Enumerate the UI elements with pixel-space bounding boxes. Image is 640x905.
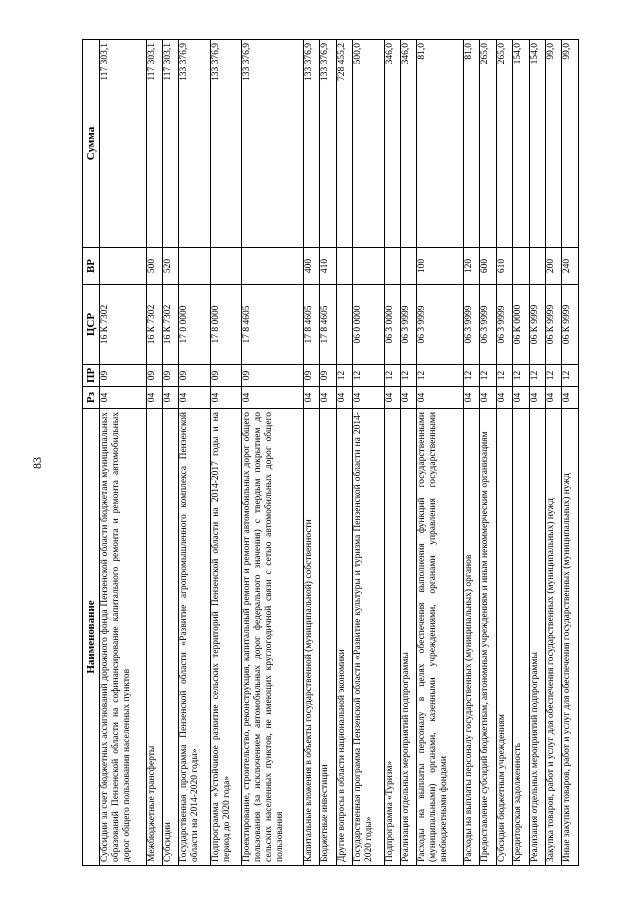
table-row (303, 40, 319, 866)
row-rz: 04 (210, 387, 241, 409)
row-pr: 09 (320, 365, 336, 387)
row-name: Подпрограмма «Туризм» (384, 409, 400, 866)
row-vr: 520 (162, 248, 178, 285)
header-vr: ВР (83, 248, 100, 285)
table-row (242, 40, 304, 866)
budget-table (82, 39, 579, 866)
row-sum: 154,0 (529, 40, 545, 248)
table-row (401, 40, 417, 866)
row-name: Подпрограмма «Устойчивое развитие сельских территорий Пензенской области на 2014-2017 годы и на период до 2020 года» (210, 409, 241, 866)
row-rz: 04 (384, 387, 400, 409)
row-vr: 400 (303, 248, 319, 285)
row-pr: 12 (336, 365, 352, 387)
row-csr: 17 8 4605 (242, 285, 304, 365)
row-vr: 120 (463, 248, 479, 285)
row-pr: 12 (546, 365, 562, 387)
row-rz: 04 (179, 387, 210, 409)
row-sum: 99,0 (546, 40, 562, 248)
table-row (546, 40, 562, 866)
row-pr: 09 (242, 365, 304, 387)
row-vr (179, 248, 210, 285)
table-row (562, 40, 579, 866)
header-rz: Рз (83, 387, 100, 409)
row-sum: 117 303,1 (146, 40, 162, 248)
row-rz: 04 (353, 387, 384, 409)
row-vr (529, 248, 545, 285)
row-pr: 12 (529, 365, 545, 387)
row-sum: 117 303,1 (162, 40, 178, 248)
row-csr: 16 К 7302 (146, 285, 162, 365)
row-name: Расходы на выплаты персоналу в целях обеспечения выполнения функций государственными (муниципальными) органами, казенными учреждениями, органами управления государственными внебюджетными фондами (417, 409, 464, 866)
row-sum: 133 376,9 (320, 40, 336, 248)
row-pr: 09 (162, 365, 178, 387)
header-pr: ПР (83, 365, 100, 387)
header-csr: ЦСР (83, 285, 100, 365)
row-csr: 06 К 9999 (562, 285, 579, 365)
row-vr (210, 248, 241, 285)
row-vr: 240 (562, 248, 579, 285)
row-rz: 04 (162, 387, 178, 409)
row-vr (100, 248, 147, 285)
row-vr (242, 248, 304, 285)
table-row (417, 40, 464, 866)
row-csr: 06 3 9999 (401, 285, 417, 365)
row-name: Реализация отдельных мероприятий подпрограммы (529, 409, 545, 866)
row-vr: 610 (496, 248, 512, 285)
table-row (179, 40, 210, 866)
row-sum: 81,0 (417, 40, 464, 248)
row-vr: 410 (320, 248, 336, 285)
row-name: Предоставление субсидий бюджетным, автономным учреждениям и иным некоммерческим организациям (480, 409, 496, 866)
row-csr: 17 8 4605 (320, 285, 336, 365)
row-name: Субсидии (162, 409, 178, 866)
row-sum: 265,0 (480, 40, 496, 248)
table-row (210, 40, 241, 866)
row-csr: 06 3 9999 (463, 285, 479, 365)
row-sum: 346,0 (401, 40, 417, 248)
table-row (320, 40, 336, 866)
row-csr: 16 К 7302 (162, 285, 178, 365)
row-sum: 117 303,1 (100, 40, 147, 248)
row-csr: 06 3 9999 (496, 285, 512, 365)
row-vr: 500 (146, 248, 162, 285)
row-rz: 04 (100, 387, 147, 409)
table-row (336, 40, 352, 866)
row-pr: 09 (210, 365, 241, 387)
table-row (162, 40, 178, 866)
row-name: Расходы на выплаты персоналу государственных (муниципальных) органов (463, 409, 479, 866)
row-rz: 04 (529, 387, 545, 409)
row-vr: 200 (546, 248, 562, 285)
row-csr: 06 К 0000 (513, 285, 529, 365)
row-csr: 17 8 0000 (210, 285, 241, 365)
row-sum: 133 376,9 (210, 40, 241, 248)
row-sum: 81,0 (463, 40, 479, 248)
row-rz: 04 (242, 387, 304, 409)
row-pr: 12 (463, 365, 479, 387)
row-name: Капитальные вложения в объекты государственной (муниципальной) собственности (303, 409, 319, 866)
row-vr (513, 248, 529, 285)
table-row (513, 40, 529, 866)
page-number: 83 (30, 457, 44, 469)
header-sum: Сумма (83, 40, 100, 248)
row-sum: 133 376,9 (242, 40, 304, 248)
row-pr: 12 (513, 365, 529, 387)
row-csr: 06 К 9999 (529, 285, 545, 365)
row-csr: 16 К 7302 (100, 285, 147, 365)
table-row (384, 40, 400, 866)
row-sum: 265,0 (496, 40, 512, 248)
row-csr: 06 К 9999 (546, 285, 562, 365)
row-pr: 09 (303, 365, 319, 387)
row-pr: 12 (496, 365, 512, 387)
row-csr (336, 285, 352, 365)
row-name: Межбюджетные трансферты (146, 409, 162, 866)
row-vr: 100 (417, 248, 464, 285)
table-row (100, 40, 147, 866)
table-row (146, 40, 162, 866)
row-rz: 04 (401, 387, 417, 409)
table-row (353, 40, 384, 866)
row-csr: 06 3 9999 (417, 285, 464, 365)
row-name: Закупка товаров, работ и услуг для обеспечения государственных (муниципальных) нужд (546, 409, 562, 866)
row-vr (353, 248, 384, 285)
rotated-table-container (82, 40, 579, 866)
table-header-row (83, 40, 100, 866)
row-sum: 728 455,2 (336, 40, 352, 248)
row-csr: 06 3 0000 (384, 285, 400, 365)
row-name: Иные закупки товаров, работ и услуг для обеспечения государственных (муниципальных) нужд (562, 409, 579, 866)
row-name: Проектирование, строительство, реконструкция, капитальный ремонт и ремонт автомобильных дорог общего пользования (за исключением автомобильных дорог федерального значения) с твердым покрытием до сельских населенных пунктов, не имеющих круглогодичной связи с сетью автомобильных дорог общего пользования (242, 409, 304, 866)
row-rz: 04 (336, 387, 352, 409)
row-csr: 17 8 4605 (303, 285, 319, 365)
row-name: Бюджетные инвестиции (320, 409, 336, 866)
table-row (480, 40, 496, 866)
row-rz: 04 (546, 387, 562, 409)
row-vr (401, 248, 417, 285)
row-name: Субсидии бюджетным учреждениям (496, 409, 512, 866)
row-rz: 04 (562, 387, 579, 409)
table-row (463, 40, 479, 866)
row-rz: 04 (146, 387, 162, 409)
table-row (496, 40, 512, 866)
row-pr: 12 (384, 365, 400, 387)
row-name: Кредиторская задолженность (513, 409, 529, 866)
row-pr: 12 (480, 365, 496, 387)
row-csr: 06 3 9999 (480, 285, 496, 365)
row-vr (336, 248, 352, 285)
row-rz: 04 (480, 387, 496, 409)
row-rz: 04 (417, 387, 464, 409)
row-sum: 500,0 (353, 40, 384, 248)
row-vr (384, 248, 400, 285)
header-name: Наименование (83, 409, 100, 866)
row-pr: 12 (562, 365, 579, 387)
row-sum: 133 376,9 (303, 40, 319, 248)
row-rz: 04 (320, 387, 336, 409)
row-pr: 12 (417, 365, 464, 387)
row-pr: 12 (353, 365, 384, 387)
table-row (529, 40, 545, 866)
row-name: Государственная программа Пензенской области «Развитие культуры и туризма Пензенской области на 2014-2020 годы» (353, 409, 384, 866)
row-pr: 09 (146, 365, 162, 387)
row-vr: 600 (480, 248, 496, 285)
row-name: Государственная программа Пензенской области «Развитие агропромышленного комплекса Пензенской области на 2014-2020 годы» (179, 409, 210, 866)
row-sum: 346,0 (384, 40, 400, 248)
row-name: Реализация отдельных мероприятий подпрограммы (401, 409, 417, 866)
row-sum: 154,0 (513, 40, 529, 248)
row-pr: 09 (179, 365, 210, 387)
row-pr: 09 (100, 365, 147, 387)
row-sum: 99,0 (562, 40, 579, 248)
row-rz: 04 (513, 387, 529, 409)
row-rz: 04 (303, 387, 319, 409)
row-name: Другие вопросы в области национальной экономики (336, 409, 352, 866)
row-rz: 04 (463, 387, 479, 409)
row-sum: 133 376,9 (179, 40, 210, 248)
row-pr: 12 (401, 365, 417, 387)
row-csr: 17 0 0000 (179, 285, 210, 365)
row-rz: 04 (496, 387, 512, 409)
row-csr: 06 0 0000 (353, 285, 384, 365)
row-name: Субсидии за счет бюджетных ассигнований дорожного фонда Пензенской области бюджетам муниципальных образований Пензенской области на софинансирование капитального ремонта и ремонта автомобильных дорог общего пользования населенных пунктов (100, 409, 147, 866)
